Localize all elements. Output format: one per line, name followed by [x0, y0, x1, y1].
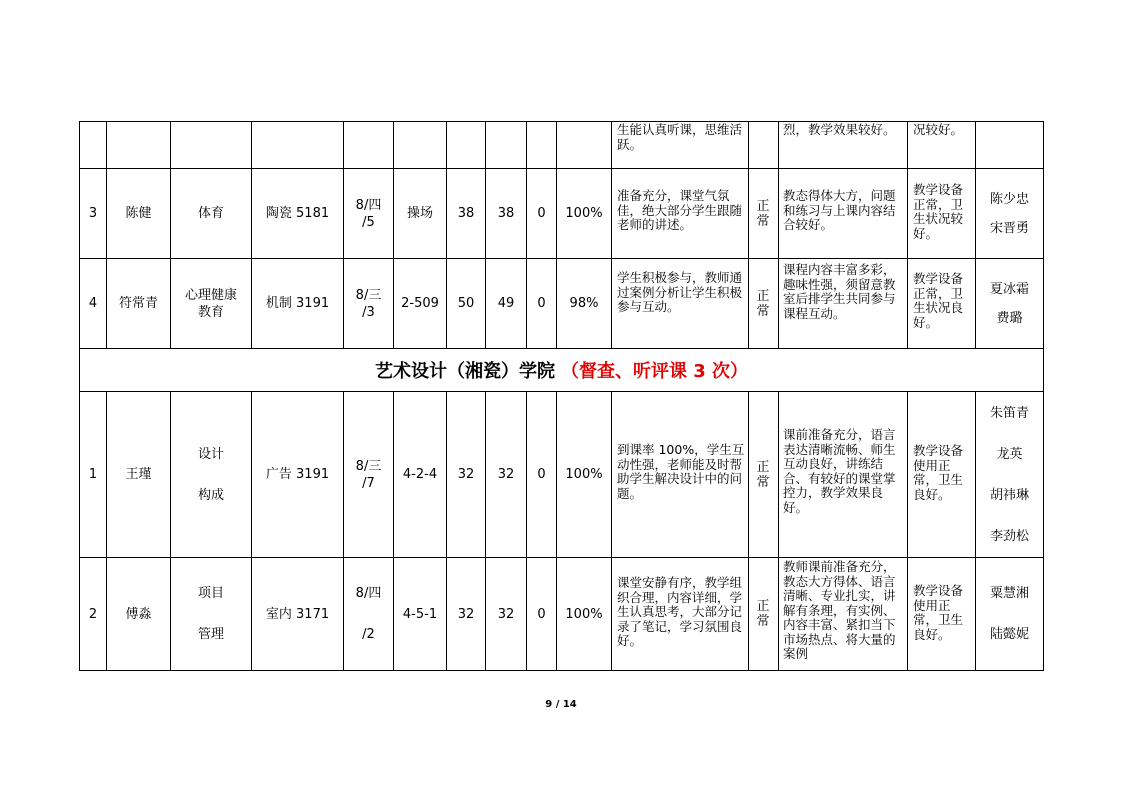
students-present: 49	[497, 296, 515, 311]
inspector-name: 夏冰霜	[989, 281, 1029, 297]
course-name	[171, 392, 251, 557]
course-name: 体育	[197, 206, 224, 221]
class-name: 机制 3191	[265, 296, 330, 311]
class-description: 生能认真听课，思维活跃。	[617, 122, 743, 152]
students-absent: 0	[537, 296, 546, 311]
teaching-evaluation: 烈，教学效果较好。	[783, 122, 896, 137]
class-date	[344, 558, 393, 670]
teaching-evaluation: 教师课前准备充分，教态大方得体、语言清晰、专业扎实，讲解有条理，有实例、内容丰富、紧扣当下市场热点、将大量的案例	[783, 560, 896, 661]
students-expected: 50	[457, 296, 475, 311]
course-name-line: 管理	[197, 627, 224, 642]
inspector-name: 粟慧湘	[989, 586, 1029, 601]
teacher-name: 陈健	[125, 206, 152, 221]
column-divider	[907, 391, 908, 671]
inspectors	[976, 558, 1043, 670]
teacher-name: 王瑾	[125, 467, 152, 482]
column-divider	[778, 121, 779, 349]
attendance-rate: 100%	[565, 206, 603, 221]
section-title: 艺术设计（湘瓷）学院	[374, 361, 555, 382]
course-name: 心理健康 教育	[184, 287, 237, 320]
class-date: 8/三 /3	[355, 287, 382, 320]
students-expected: 32	[457, 467, 475, 482]
inspectors	[976, 259, 1043, 348]
inspectors	[976, 169, 1043, 258]
column-divider	[748, 121, 749, 349]
attendance-rate: 98%	[569, 296, 599, 311]
students-absent: 0	[537, 206, 546, 221]
students-absent: 0	[537, 606, 546, 622]
environment-status: 况较好。	[913, 122, 964, 137]
teaching-evaluation: 教态得体大方，问题和练习与上课内容结合较好。	[783, 188, 896, 232]
order-status: 正常	[756, 198, 770, 229]
environment-status: 教学设备正常，卫生状况较好。	[913, 182, 964, 241]
inspector-name: 胡祎琳	[989, 487, 1029, 503]
course-name	[171, 558, 251, 670]
class-description: 到课率 100%，学生互动性强，老师能及时帮助学生解决设计中的问题。	[617, 442, 745, 501]
column-divider	[1043, 121, 1044, 671]
column-divider	[611, 121, 612, 349]
classroom: 4-2-4	[402, 467, 438, 482]
inspectors	[976, 392, 1043, 557]
teacher-name: 傅淼	[125, 606, 152, 622]
page-number: 9 / 14	[545, 699, 577, 710]
classroom: 2-509	[401, 296, 439, 311]
classroom: 操场	[406, 206, 433, 221]
students-present: 32	[497, 606, 515, 622]
row-number: 1	[88, 467, 98, 482]
course-name-line: 设计	[197, 446, 224, 462]
column-divider	[778, 391, 779, 671]
inspector-name: 朱笛青	[989, 405, 1029, 421]
class-name: 陶瓷 5181	[265, 206, 330, 221]
column-divider	[748, 391, 749, 671]
classroom: 4-5-1	[402, 606, 438, 622]
inspector-name: 李劲松	[989, 528, 1029, 544]
order-status: 正常	[756, 459, 770, 490]
table-border-top	[79, 121, 1044, 122]
class-date: 8/四 /5	[355, 197, 382, 230]
teaching-evaluation: 课程内容丰富多彩，趣味性强，须留意教室后排学生共同参与课程互动。	[783, 262, 896, 321]
class-date-line: 8/四	[355, 586, 382, 601]
students-present: 32	[497, 467, 515, 482]
row-number: 4	[88, 296, 98, 311]
column-divider	[611, 391, 612, 671]
row-number: 3	[88, 206, 98, 221]
order-status: 正常	[756, 288, 770, 319]
class-description: 准备充分，课堂气氛佳，绝大部分学生跟随老师的讲述。	[617, 188, 743, 232]
row-number: 2	[88, 606, 98, 622]
environment-status: 教学设备使用正常，卫生良好。	[913, 583, 964, 642]
section-header	[80, 349, 1043, 391]
class-name: 广告 3191	[265, 467, 330, 482]
course-name-line: 项目	[197, 586, 224, 601]
order-status: 正常	[756, 599, 770, 629]
inspector-name: 龙英	[996, 446, 1023, 462]
section-note: （督查、听评课 3 次）	[560, 361, 749, 382]
attendance-rate: 100%	[565, 467, 603, 482]
inspector-name: 宋晋勇	[989, 220, 1029, 236]
students-present: 38	[497, 206, 515, 221]
teacher-name: 符常青	[118, 296, 158, 311]
environment-status: 教学设备使用正常，卫生良好。	[913, 443, 964, 502]
class-name: 室内 3171	[265, 606, 330, 622]
environment-status: 教学设备正常，卫生状况良好。	[913, 271, 964, 330]
teaching-evaluation: 课前准备充分，语言表达清晰流畅、师生互动良好，讲练结合、有较好的课堂掌控力，教学效果良好。	[783, 427, 896, 515]
class-date: 8/三 /7	[355, 458, 382, 491]
course-name-line: 构成	[197, 487, 224, 503]
inspector-name: 陆懿妮	[989, 627, 1029, 642]
class-date-line: /2	[362, 627, 375, 642]
table-border-bottom	[79, 670, 1044, 671]
students-expected: 38	[457, 206, 475, 221]
column-divider	[907, 121, 908, 349]
inspector-name: 陈少忠	[989, 191, 1029, 207]
students-absent: 0	[537, 467, 546, 482]
attendance-rate: 100%	[565, 606, 603, 622]
class-description: 课堂安静有序，教学组织合理，内容详细，学生认真思考，大部分记录了笔记，学习氛围良好。	[617, 575, 743, 648]
students-expected: 32	[457, 606, 475, 622]
inspector-name: 费璐	[996, 310, 1023, 326]
class-description: 学生积极参与，教师通过案例分析让学生积极参与互动。	[617, 270, 743, 314]
